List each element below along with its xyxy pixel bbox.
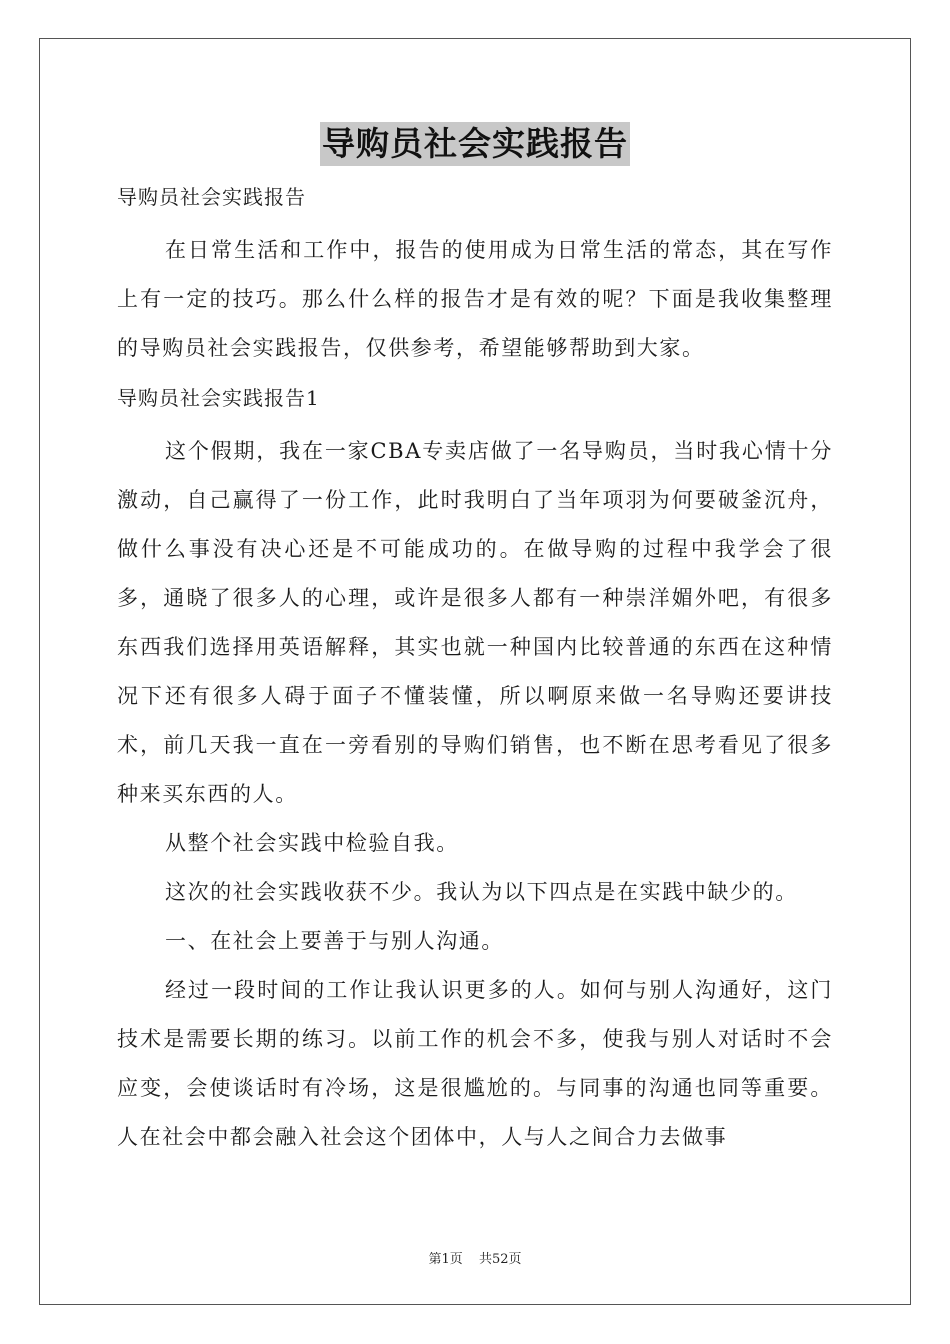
body-paragraph: 这个假期，我在一家CBA专卖店做了一名导购员，当时我心情十分激动，自己赢得了一份工作，此时我明白了当年项羽为何要破釜沉舟，做什么事没有决心还是不可能成功的。在做导购的过程中我学会了很多，通晓了很多人的心理，或许是很多人都有一种崇洋媚外吧，有很多东西我们选择用英语解释，其实也就一种国内比较普通的东西在这种情况下还有很多人碍于面子不懂装懂，所以啊原来做一名导购还要讲技术，前几天我一直在一旁看别的导购们销售，也不断在思考看见了很多种来买东西的人。 (117, 439, 833, 806)
body-paragraph: 经过一段时间的工作让我认识更多的人。如何与别人沟通好，这门技术是需要长期的练习。以前工作的机会不多，使我与别人对话时不会应变，会使谈话时有冷场，这是很尴尬的。与同事的沟通也同等重要。人在社会中都会融入社会这个团体中，人与人之间合力去做事 (117, 978, 833, 1149)
page-total: 共52页 (478, 1252, 522, 1267)
body-paragraph: 这次的社会实践收获不少。我认为以下四点是在实践中缺少的。 (165, 880, 798, 904)
intro-paragraph: 在日常生活和工作中，报告的使用成为日常生活的常态，其在写作上有一定的技巧。那么什么样的报告才是有效的呢？下面是我收集整理的导购员社会实践报告，仅供参考，希望能够帮助到大家。 (117, 238, 833, 360)
document-body (117, 122, 833, 1162)
page-footer (0, 1248, 950, 1267)
document-subtitle: 导购员社会实践报告 (117, 185, 306, 209)
page-number: 第1页 (428, 1252, 463, 1267)
title-wrap (117, 122, 833, 172)
document-title: 导购员社会实践报告 (320, 122, 630, 166)
section-heading: 导购员社会实践报告1 (117, 386, 320, 410)
body-paragraph: 从整个社会实践中检验自我。 (165, 831, 459, 855)
body-paragraph: 一、在社会上要善于与别人沟通。 (165, 929, 504, 953)
